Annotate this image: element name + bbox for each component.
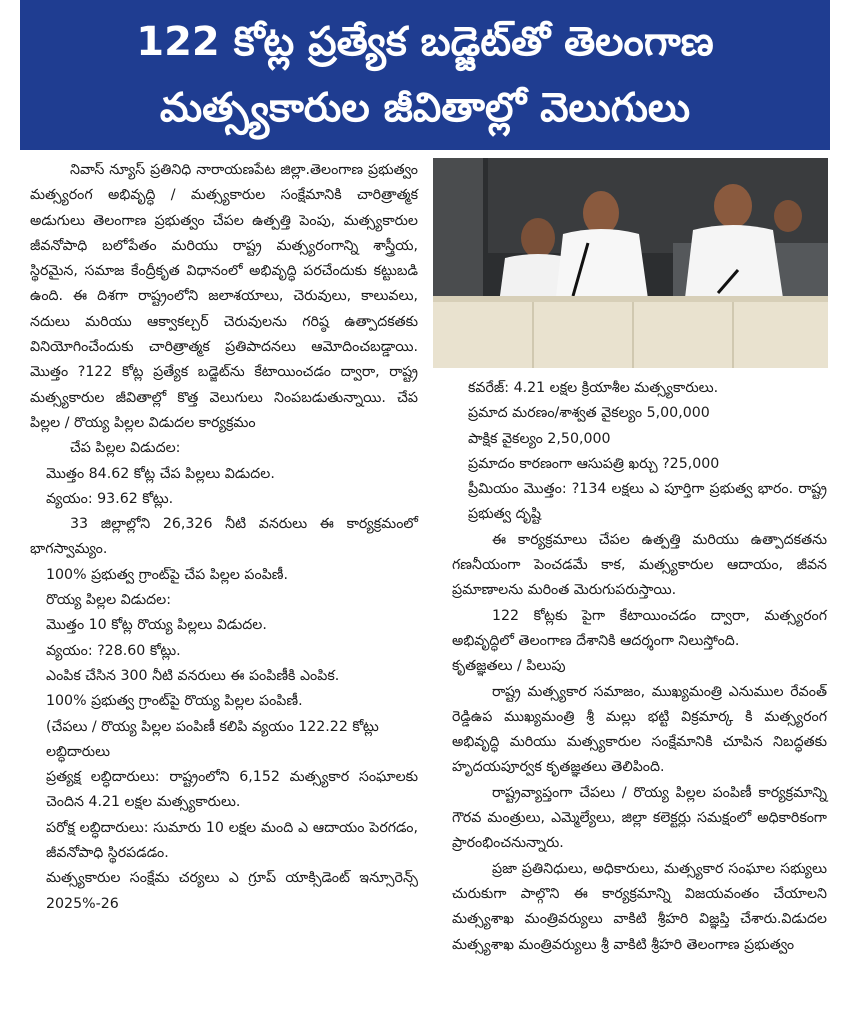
article-paragraph: రొయ్య పిల్లల విడుదల: (46, 592, 172, 609)
article-paragraph: 122 కోట్లకు పైగా కేటాయించడం ద్వారా, మత్స్యరంగ అభివృద్ధిలో తెలంగాణ దేశానికి ఆదర్శంగా నిలుస్తోంది. (452, 607, 827, 649)
article-paragraph: మొత్తం 84.62 కోట్ల చేప పిల్లలు విడుదల. (46, 465, 275, 482)
article-paragraph: వ్యయం: ?28.60 కోట్లు. (46, 642, 181, 659)
headline-line-1: 122 కోట్ల ప్రత్యేక బడ్జెట్‌తో తెలంగాణ (136, 19, 714, 65)
article-paragraph: వ్యయం: 93.62 కోట్లు. (46, 490, 174, 507)
article-paragraph: చేప పిల్లల విడుదల: (70, 440, 181, 457)
article-paragraph: మత్స్యకారుల సంక్షేమ చర్యలు ఎ గ్రూప్ యాక్సిడెంట్ ఇన్సూరెన్స్ 2025%-26 (46, 870, 418, 912)
article-right-column (452, 376, 827, 958)
article-paragraph: 100% ప్రభుత్వ గ్రాంట్‌పై చేప పిల్లల పంపిణీ. (46, 566, 289, 583)
article-paragraph: పరోక్ష లబ్ధిదారులు: సుమారు 10 లక్షల మంది ఎ ఆదాయం పెరగడం, జీవనోపాధి స్థిరపడడం. (46, 819, 418, 862)
article-paragraph: కవరేజ్: 4.21 లక్షల క్రియాశీల మత్స్యకారులు. (468, 380, 719, 396)
article-paragraph: ప్రత్యక్ష లబ్ధిదారులు: రాష్ట్రంలోని 6,152 మత్స్యకార సంఘాలకు చెందిన 4.21 లక్షల మత్స్యకారులు. (46, 769, 418, 811)
news-photo (433, 158, 828, 368)
article-paragraph: రాష్ట్ర మత్స్యకార సమాజం, ముఖ్యమంత్రి ఎనుముల రేవంత్ రెడ్డిఉప ముఖ్యమంత్రి శ్రీ మల్లు భట్టి విక్రమార్క కి మత్స్యరంగ అభివృద్ధి మరియు మత్స్యకారుల సంక్షేమానికి చూపిన నిబద్ధతకు హృదయపూర్వక కృతజ్ఞతలు తెలిపింది. (452, 683, 827, 776)
article-paragraph: ప్రజా ప్రతినిధులు, అధికారులు, మత్స్యకార సంఘాల సభ్యులు చురుకుగా పాల్గొని ఈ కార్యక్రమాన్ని విజయవంతం చేయాలని మత్స్యశాఖ మంత్రివర్యులు వాకిటి శ్రీహరి విజ్ఞప్తి చేశారు.విడుదల మత్స్యశాఖ మంత్రివర్యులు శ్రీ వాకిటి శ్రీహరి తెలంగాణ ప్రభుత్వం (452, 860, 827, 953)
article-paragraph: ప్రీమియం మొత్తం: ?134 లక్షలు ఎ పూర్తిగా ప్రభుత్వ భారం. రాష్ట్ర ప్రభుత్వ దృష్టి (468, 481, 827, 523)
headline-line-2: మత్స్యకారుల జీవితాల్లో వెలుగులు (159, 85, 691, 131)
article-paragraph: 33 జిల్లాల్లోని 26,326 నీటి వనరులు ఈ కార్యక్రమంలో భాగస్వామ్యం. (30, 516, 418, 558)
article-paragraph: ఎంపిక చేసిన 300 నీటి వనరులు ఈ పంపిణీకి ఎంపిక. (46, 667, 340, 684)
article-paragraph: ఈ కార్యక్రమాలు చేపల ఉత్పత్తి మరియు ఉత్పాదకతను గణనీయంగా పెంచడమే కాక, మత్స్యకారుల ఆదాయం, జీవన ప్రమాణాలను మరింత మెరుగుపరుస్తాయి. (452, 531, 827, 599)
article-left-column (30, 158, 418, 917)
article-paragraph: 100% ప్రభుత్వ గ్రాంట్‌పై రొయ్య పిల్లల పంపిణీ. (46, 693, 303, 710)
article-paragraph: మొత్తం 10 కోట్ల రొయ్య పిల్లలు విడుదల. (46, 617, 267, 634)
article-paragraph: కృతజ్ఞతలు / పిలుపు (452, 658, 566, 675)
article-paragraph: పాక్షిక వైకల్యం 2,50,000 (468, 430, 611, 447)
article-paragraph: (చేపలు / రొయ్య పిల్లల పంపిణీ కలిపి వ్యయం 122.22 కోట్లు (46, 718, 379, 735)
article-paragraph: నివాస్ న్యూస్ ప్రతినిధి నారాయణపేట జిల్లా.తెలంగాణ ప్రభుత్వం మత్స్యరంగ అభివృద్ధి / మత్స్యకారుల సంక్షేమానికి చారిత్రాత్మక అడుగులు తెలంగాణ ప్రభుత్వం చేపల ఉత్పత్తి పెంపు, మత్స్యకారుల జీవనోపాధి బలోపేతం మరియు రాష్ట్ర మత్స్యరంగాన్ని శాస్త్రీయ, స్థిరమైన, సమాజ కేంద్రీకృత విధానంలో అభివృద్ధి పరచేందుకు కట్టుబడి ఉంది. ఈ దిశగా రాష్ట్రంలోని జలాశయాలు, చెరువులు, కాలువలు, నదులు మరియు ఆక్వాకల్చర్ చెరువులను గరిష్ఠ ఉత్పాదకతకు వినియోగించేందుకు చారిత్రాత్మక ప్రతిపాదనలు ఆమోదించబడ్డాయి. మొత్తం ?122 కోట్ల ప్రత్యేక బడ్జెట్‌ను కేటాయించడం ద్వారా, రాష్ట్ర మత్స్యకారుల జీవితాల్లో కొత్త వెలుగులు నింపబడుతున్నాయి. చేప పిల్లల / రొయ్య పిల్లల విడుదల కార్యక్రమం (30, 162, 418, 431)
article-paragraph: ప్రమాద మరణం/శాశ్వత వైకల్యం 5,00,000 (468, 405, 710, 422)
article-paragraph: లబ్ధిదారులు (46, 743, 111, 760)
article-paragraph: ప్రమాదం కారణంగా ఆసుపత్రి ఖర్చు ?25,000 (468, 455, 720, 472)
headline-banner (20, 0, 830, 150)
article-paragraph: రాష్ట్రవ్యాప్తంగా చేపలు / రొయ్య పిల్లల పంపిణీ కార్యక్రమాన్ని గౌరవ మంత్రులు, ఎమ్మెల్యేలు, జిల్లా కలెక్టర్లు సమక్షంలో అధికారికంగా ప్రారంభించనున్నారు. (452, 784, 827, 852)
